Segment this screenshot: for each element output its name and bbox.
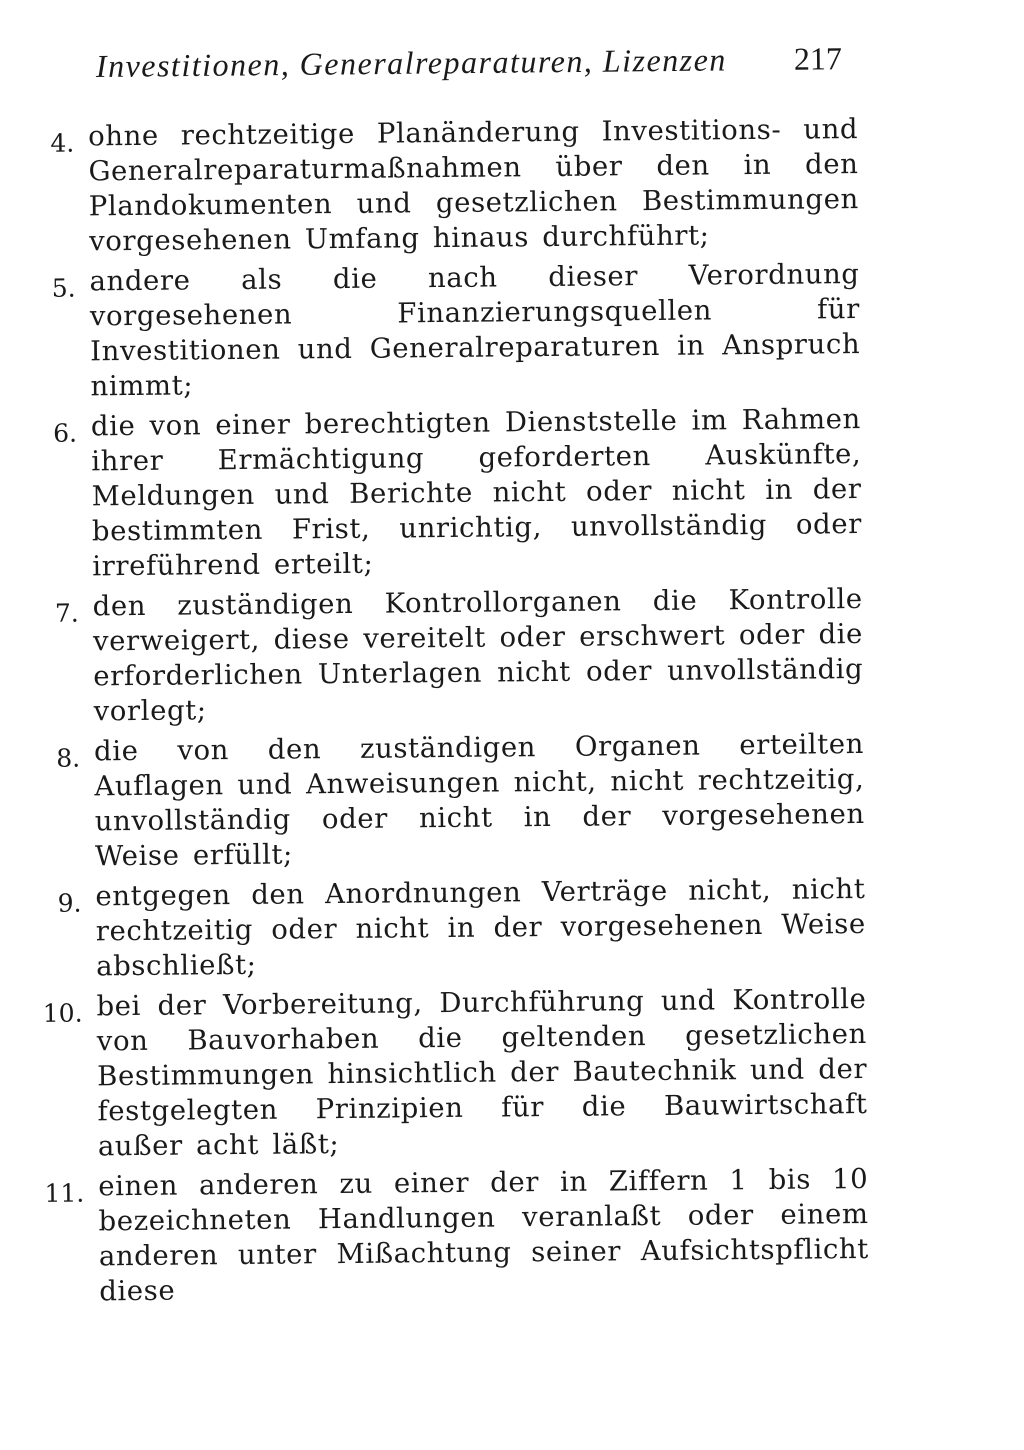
item-number: 4. (50, 128, 75, 158)
item-number: 8. (56, 743, 81, 773)
item-text: bei der Vorbereitung, Durchführung und Kontrolle von Bauvorhaben die geltenden gesetzlichen Bestimmungen hinsichtlich der Bautechnik und der festgelegten Prinzipien für die Bauwirtschaft außer acht läßt; (96, 982, 868, 1163)
item-number: 5. (51, 273, 76, 303)
running-title: Investitionen, Generalreparaturen, Lizenzen (95, 41, 728, 84)
running-head (96, 40, 842, 98)
item-text: die von einer berechtigten Dienststelle im Rahmen ihrer Ermächtigung geforderten Auskünfte, Meldungen und Berichte nicht oder nicht in der bestimmten Frist, unrichtig, unvollständig oder irreführend erteilt; (90, 403, 863, 583)
item-number: 10. (42, 998, 83, 1028)
item-number: 9. (57, 888, 82, 918)
numbered-list (28, 112, 869, 1315)
item-number: 7. (54, 598, 79, 628)
item-number: 6. (53, 418, 78, 448)
list-item-6 (31, 402, 863, 585)
item-number: 11. (44, 1178, 85, 1208)
list-item-4 (28, 112, 859, 260)
page-number: 217 (793, 40, 843, 77)
list-item-10 (36, 982, 868, 1165)
item-text: die von den zuständigen Organen erteilten Auflagen und Anweisungen nicht, nicht rechtzeitig, unvollständig oder nicht in der vorgesehenen Weise erfüllt; (93, 728, 865, 873)
list-item-8 (34, 727, 865, 875)
item-text: entgegen den Anordnungen Verträge nicht, nicht rechtzeitig oder nicht in der vorgesehenen Weise abschließt; (95, 872, 866, 983)
list-item-9 (35, 872, 866, 985)
item-text: den zuständigen Kontrollorganen die Kontrolle verweigert, diese vereitelt oder erschwert oder die erforderlichen Unterlagen nicht oder unvollständig vorlegt; (92, 583, 864, 728)
item-text: ohne rechtzeitige Planänderung Investitions- und Generalreparaturmaßnahmen über den in den Plandokumenten und gesetzlichen Bestimmungen vorgesehenen Umfang hinaus durchführt; (88, 113, 859, 258)
item-text: andere als die nach dieser Verordnung vorgesehenen Finanzierungsquellen für Investitionen und Generalreparaturen in Anspruch nimmt; (89, 258, 861, 403)
item-text: einen anderen zu einer der in Ziffern 1 bis 10 bezeichneten Handlungen veranlaßt oder einem anderen unter Mißachtung seiner Aufsichtspflicht diese (98, 1162, 870, 1308)
list-item-5 (29, 257, 860, 405)
list-item-7 (33, 582, 864, 730)
list-item-11 (38, 1162, 869, 1310)
